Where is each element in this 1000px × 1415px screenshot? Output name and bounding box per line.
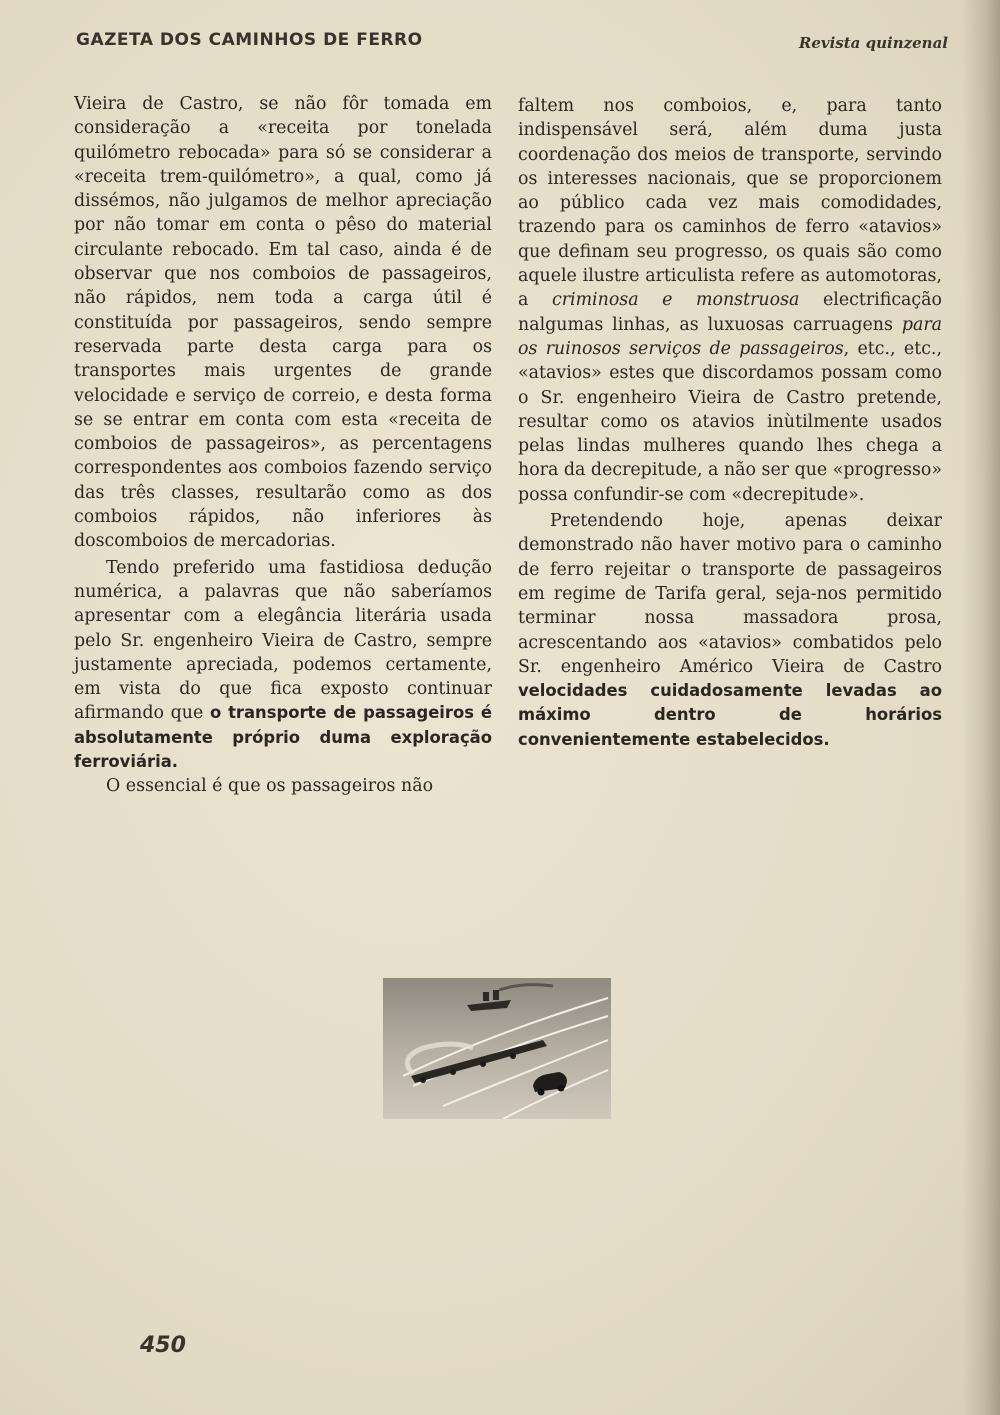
left-text-column: [74, 92, 492, 799]
running-header-title: GAZETA DOS CAMINHOS DE FERRO: [76, 30, 423, 50]
right-paragraph-2-bold: velocidades cuidadosamente levadas ao máximo dentro de horários convenientemente estabelecidos.: [518, 681, 942, 749]
right-paragraph-1-part-a: faltem nos comboios, e, para tanto indispensável será, além duma justa coordenação dos meios de transporte, servindo os interesses nacionais, que se proporcionem ao público cada vez mais comodidades, trazendo para os caminhos de ferro «atavios» que definam seu progresso, os quais são como aquele ilustre articulista refere as automotoras, a: [518, 96, 942, 311]
right-paragraph-2: [518, 509, 942, 752]
page-spine-shadow: [962, 0, 1000, 1415]
page-number: 450: [140, 1333, 186, 1358]
right-paragraph-1-part-b: electrificação nalgumas linhas, as luxuosas carruagens: [518, 290, 942, 335]
left-paragraph-3: O essencial é que os passageiros não: [106, 776, 434, 797]
left-paragraph-1: Vieira de Castro, se não fôr tomada em consideração a «receita por tonelada quilómetro rebocada» para só se considerar a «receita trem-quilómetro», a qual, como já dissémos, não julgamos de melhor apreciação por não tomar em conta o pêso do material circulante rebocado. Em tal caso, ainda é de observar que nos comboios de passageiros, não rápidos, nem toda a carga útil é constituída por passageiros, sendo sempre reservada parte desta carga para os transportes mais urgentes de grande velocidade e serviço de correio, e desta forma se se entrar em conta com esta «receita de comboios de passageiros», as percentagens correspondentes aos comboios fazendo serviço das três classes, resultarão como as dos comboios rápidos, não inferiores às doscomboios de mercadorias.: [74, 94, 492, 552]
right-text-column: [518, 94, 942, 752]
right-paragraph-1-italic-2: para os ruinosos serviços de passageiros: [518, 314, 942, 359]
left-paragraph-2-bold: o transporte de passageiros é absolutamente próprio duma exploração ferroviária.: [74, 703, 493, 772]
left-paragraph-2-text: Tendo preferido uma fastidiosa dedução numérica, a palavras que não saberíamos apresentar com a elegância literária usada pelo Sr. engenheiro Vieira de Castro, sempre justamente apreciada, podemos certamente, em vista do que fica exposto continuar afirmando que: [74, 557, 492, 724]
running-header-section: Revista quinzenal: [798, 34, 948, 52]
right-paragraph-1-italic-1: criminosa e monstruosa: [551, 290, 800, 311]
right-paragraph-2-text: Pretendendo hoje, apenas deixar demonstrado não haver motivo para o caminho de ferro rejeitar o transporte de passageiros em regime de Tarifa geral, seja-nos permitido terminar nossa massadora prosa, acrescentando aos «atavios» combatidos pelo Sr. engenheiro Américo Vieira de Castro: [518, 511, 942, 677]
right-paragraph-1: [518, 94, 942, 507]
left-paragraph-2: [74, 556, 492, 775]
transport-illustration: [383, 978, 611, 1119]
right-paragraph-1-part-c: , etc., etc., «atavios» estes que discordamos possam como o Sr. engenheiro Vieira de Castro pretende, resultar como os atavios inùtilmente usados pelas lindas mulheres quando lhes chega a hora da decrepitude, a não ser que «progresso» possa confundir-se com «decrepitude».: [518, 338, 942, 505]
